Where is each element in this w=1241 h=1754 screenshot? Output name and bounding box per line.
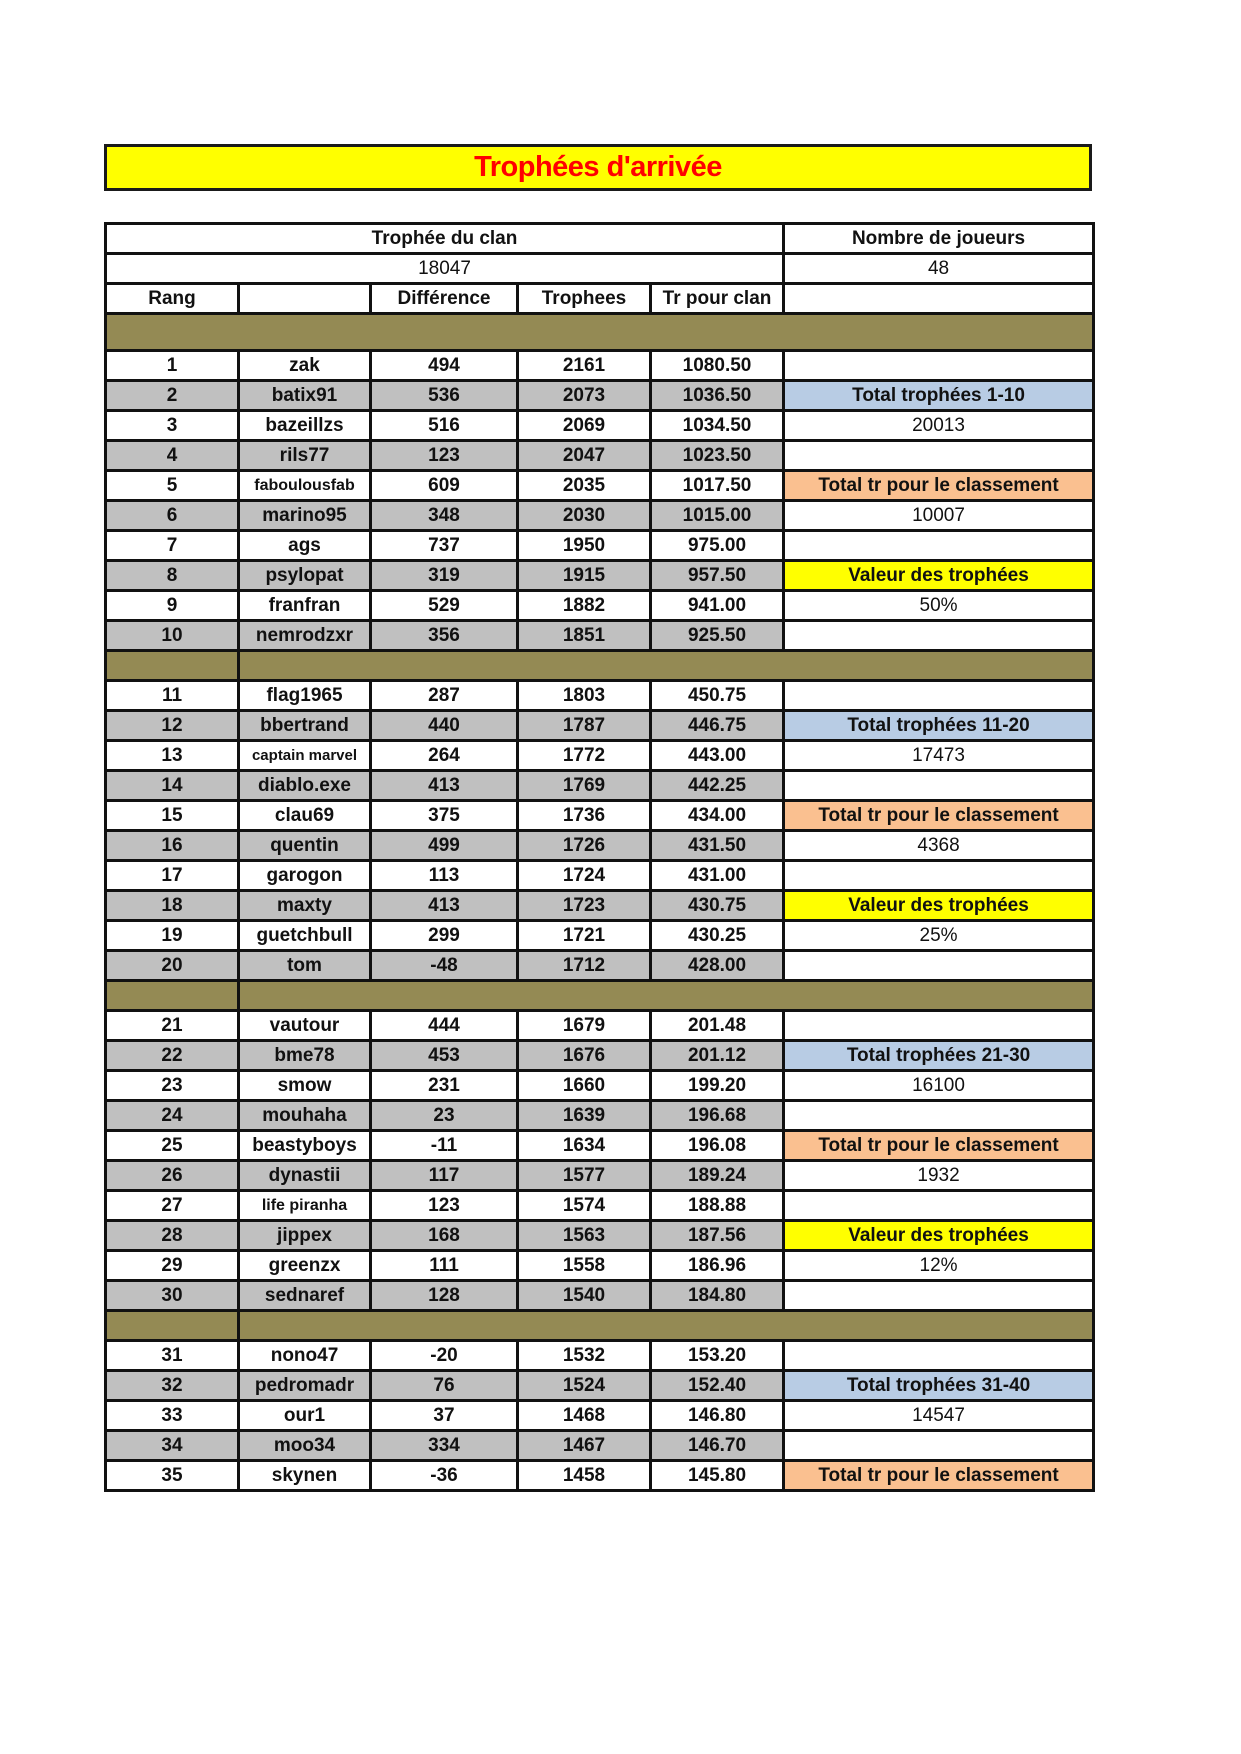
valeur-trophees-value: 25% <box>784 921 1094 951</box>
player-name-cell: nemrodzxr <box>239 621 371 651</box>
trophees-cell: 1736 <box>518 801 651 831</box>
players-label: Nombre de joueurs <box>784 224 1094 254</box>
tr-pour-clan-cell: 186.96 <box>651 1251 784 1281</box>
summary-empty-cell <box>784 1431 1094 1461</box>
trophees-cell: 1724 <box>518 861 651 891</box>
total-trophees-value: 16100 <box>784 1071 1094 1101</box>
difference-cell: -11 <box>371 1131 518 1161</box>
rang-cell: 10 <box>106 621 239 651</box>
tr-pour-clan-cell: 188.88 <box>651 1191 784 1221</box>
table-row <box>106 1011 1094 1041</box>
tr-pour-clan-cell: 428.00 <box>651 951 784 981</box>
separator-cell <box>239 651 1094 681</box>
tr-pour-clan-cell: 201.48 <box>651 1011 784 1041</box>
summary-empty-cell <box>784 351 1094 381</box>
rang-cell: 11 <box>106 681 239 711</box>
trophees-cell: 1558 <box>518 1251 651 1281</box>
difference-cell: 111 <box>371 1251 518 1281</box>
difference-cell: -20 <box>371 1341 518 1371</box>
tr-pour-clan-cell: 1034.50 <box>651 411 784 441</box>
rang-cell: 13 <box>106 741 239 771</box>
total-classement-value: 10007 <box>784 501 1094 531</box>
rang-cell: 22 <box>106 1041 239 1071</box>
tr-pour-clan-cell: 1036.50 <box>651 381 784 411</box>
trophees-cell: 1458 <box>518 1461 651 1491</box>
trophees-cell: 1540 <box>518 1281 651 1311</box>
trophees-cell: 1721 <box>518 921 651 951</box>
players-value: 48 <box>784 254 1094 284</box>
separator-cell <box>239 1311 1094 1341</box>
tr-pour-clan-cell: 1015.00 <box>651 501 784 531</box>
difference-cell: 168 <box>371 1221 518 1251</box>
tr-pour-clan-cell: 430.25 <box>651 921 784 951</box>
page-title: Trophées d'arrivée <box>474 151 722 183</box>
difference-cell: 299 <box>371 921 518 951</box>
valeur-trophees-value: 12% <box>784 1251 1094 1281</box>
header-row-values <box>106 254 1094 284</box>
player-name-cell: tom <box>239 951 371 981</box>
total-trophees-value: 20013 <box>784 411 1094 441</box>
difference-cell: 444 <box>371 1011 518 1041</box>
trophees-cell: 1915 <box>518 561 651 591</box>
player-name-cell: beastyboys <box>239 1131 371 1161</box>
summary-empty-cell <box>784 951 1094 981</box>
clan-trophy-label: Trophée du clan <box>106 224 784 254</box>
rang-cell: 12 <box>106 711 239 741</box>
trophees-cell: 2035 <box>518 471 651 501</box>
player-name-cell: quentin <box>239 831 371 861</box>
rang-cell: 35 <box>106 1461 239 1491</box>
tr-pour-clan-cell: 146.80 <box>651 1401 784 1431</box>
section-separator <box>106 314 1094 351</box>
player-name-cell: life piranha <box>239 1191 371 1221</box>
separator-cell <box>239 981 1094 1011</box>
trophees-cell: 2161 <box>518 351 651 381</box>
player-name-cell: faboulousfab <box>239 471 371 501</box>
table-row <box>106 471 1094 501</box>
column-header-difference: Différence <box>371 284 518 314</box>
player-name-cell: diablo.exe <box>239 771 371 801</box>
rang-cell: 32 <box>106 1371 239 1401</box>
rang-cell: 19 <box>106 921 239 951</box>
valeur-trophees-value: 50% <box>784 591 1094 621</box>
difference-cell: 123 <box>371 441 518 471</box>
table-row <box>106 681 1094 711</box>
player-name-cell: moo34 <box>239 1431 371 1461</box>
rang-cell: 8 <box>106 561 239 591</box>
table-row <box>106 861 1094 891</box>
tr-pour-clan-cell: 1023.50 <box>651 441 784 471</box>
section-separator <box>106 981 1094 1011</box>
tr-pour-clan-cell: 975.00 <box>651 531 784 561</box>
difference-cell: 413 <box>371 891 518 921</box>
tr-pour-clan-cell: 434.00 <box>651 801 784 831</box>
difference-cell: 348 <box>371 501 518 531</box>
column-header-trophees: Trophees <box>518 284 651 314</box>
table-row <box>106 711 1094 741</box>
trophees-cell: 1726 <box>518 831 651 861</box>
summary-empty-cell <box>784 531 1094 561</box>
trophees-cell: 1679 <box>518 1011 651 1041</box>
trophees-cell: 1851 <box>518 621 651 651</box>
rang-cell: 25 <box>106 1131 239 1161</box>
difference-cell: 76 <box>371 1371 518 1401</box>
trophees-cell: 1577 <box>518 1161 651 1191</box>
table-row <box>106 801 1094 831</box>
tr-pour-clan-cell: 196.08 <box>651 1131 784 1161</box>
table-row <box>106 1371 1094 1401</box>
table-row <box>106 771 1094 801</box>
summary-empty-cell <box>784 1191 1094 1221</box>
table-row <box>106 951 1094 981</box>
tr-pour-clan-cell: 430.75 <box>651 891 784 921</box>
difference-cell: 231 <box>371 1071 518 1101</box>
difference-cell: 264 <box>371 741 518 771</box>
total-trophees-label: Total trophées 11-20 <box>784 711 1094 741</box>
table-row <box>106 1431 1094 1461</box>
player-name-cell: zak <box>239 351 371 381</box>
difference-cell: 737 <box>371 531 518 561</box>
column-header-rang: Rang <box>106 284 239 314</box>
difference-cell: 516 <box>371 411 518 441</box>
player-name-cell: rils77 <box>239 441 371 471</box>
total-classement-label: Total tr pour le classement <box>784 801 1094 831</box>
player-name-cell: bazeillzs <box>239 411 371 441</box>
summary-empty-cell <box>784 771 1094 801</box>
table-row <box>106 741 1094 771</box>
tr-pour-clan-cell: 201.12 <box>651 1041 784 1071</box>
difference-cell: 334 <box>371 1431 518 1461</box>
table-row <box>106 831 1094 861</box>
player-name-cell: bbertrand <box>239 711 371 741</box>
tr-pour-clan-cell: 1017.50 <box>651 471 784 501</box>
player-name-cell: maxty <box>239 891 371 921</box>
player-name-cell: captain marvel <box>239 741 371 771</box>
section-separator <box>106 651 1094 681</box>
trophees-cell: 1723 <box>518 891 651 921</box>
table-row <box>106 381 1094 411</box>
difference-cell: 529 <box>371 591 518 621</box>
valeur-trophees-label: Valeur des trophées <box>784 1221 1094 1251</box>
column-header-name <box>239 284 371 314</box>
player-name-cell: skynen <box>239 1461 371 1491</box>
player-name-cell: our1 <box>239 1401 371 1431</box>
rang-cell: 17 <box>106 861 239 891</box>
player-name-cell: vautour <box>239 1011 371 1041</box>
tr-pour-clan-cell: 450.75 <box>651 681 784 711</box>
trophees-cell: 1467 <box>518 1431 651 1461</box>
trophees-cell: 2069 <box>518 411 651 441</box>
column-header-row <box>106 284 1094 314</box>
tr-pour-clan-cell: 941.00 <box>651 591 784 621</box>
trophees-cell: 1532 <box>518 1341 651 1371</box>
player-name-cell: greenzx <box>239 1251 371 1281</box>
difference-cell: 494 <box>371 351 518 381</box>
total-trophees-label: Total trophées 31-40 <box>784 1371 1094 1401</box>
table-row <box>106 1341 1094 1371</box>
separator-cell <box>106 1311 239 1341</box>
difference-cell: 319 <box>371 561 518 591</box>
player-name-cell: guetchbull <box>239 921 371 951</box>
rang-cell: 23 <box>106 1071 239 1101</box>
total-trophees-label: Total trophées 21-30 <box>784 1041 1094 1071</box>
player-name-cell: batix91 <box>239 381 371 411</box>
trophees-cell: 1950 <box>518 531 651 561</box>
rang-cell: 1 <box>106 351 239 381</box>
tr-pour-clan-cell: 1080.50 <box>651 351 784 381</box>
difference-cell: 536 <box>371 381 518 411</box>
table-row <box>106 921 1094 951</box>
column-header-tr-pour-clan: Tr pour clan <box>651 284 784 314</box>
table-row <box>106 1191 1094 1221</box>
player-name-cell: flag1965 <box>239 681 371 711</box>
summary-empty-cell <box>784 621 1094 651</box>
rang-cell: 27 <box>106 1191 239 1221</box>
tr-pour-clan-cell: 145.80 <box>651 1461 784 1491</box>
trophy-table <box>104 222 1095 1492</box>
rang-cell: 16 <box>106 831 239 861</box>
table-row <box>106 1161 1094 1191</box>
difference-cell: 128 <box>371 1281 518 1311</box>
rang-cell: 24 <box>106 1101 239 1131</box>
table-row <box>106 891 1094 921</box>
rang-cell: 3 <box>106 411 239 441</box>
rang-cell: 5 <box>106 471 239 501</box>
difference-cell: 356 <box>371 621 518 651</box>
table-row <box>106 1071 1094 1101</box>
trophees-cell: 1524 <box>518 1371 651 1401</box>
trophees-cell: 2047 <box>518 441 651 471</box>
player-name-cell: psylopat <box>239 561 371 591</box>
player-name-cell: dynastii <box>239 1161 371 1191</box>
trophees-cell: 1803 <box>518 681 651 711</box>
rang-cell: 15 <box>106 801 239 831</box>
player-name-cell: franfran <box>239 591 371 621</box>
summary-empty-cell <box>784 441 1094 471</box>
table-row <box>106 1281 1094 1311</box>
total-trophees-value: 14547 <box>784 1401 1094 1431</box>
difference-cell: 37 <box>371 1401 518 1431</box>
rang-cell: 9 <box>106 591 239 621</box>
difference-cell: -36 <box>371 1461 518 1491</box>
trophees-cell: 1660 <box>518 1071 651 1101</box>
difference-cell: 123 <box>371 1191 518 1221</box>
rang-cell: 18 <box>106 891 239 921</box>
player-name-cell: jippex <box>239 1221 371 1251</box>
difference-cell: 117 <box>371 1161 518 1191</box>
tr-pour-clan-cell: 925.50 <box>651 621 784 651</box>
tr-pour-clan-cell: 189.24 <box>651 1161 784 1191</box>
difference-cell: 23 <box>371 1101 518 1131</box>
tr-pour-clan-cell: 196.68 <box>651 1101 784 1131</box>
rang-cell: 31 <box>106 1341 239 1371</box>
tr-pour-clan-cell: 442.25 <box>651 771 784 801</box>
trophees-cell: 1634 <box>518 1131 651 1161</box>
tr-pour-clan-cell: 443.00 <box>651 741 784 771</box>
total-classement-label: Total tr pour le classement <box>784 1131 1094 1161</box>
player-name-cell: clau69 <box>239 801 371 831</box>
table-row <box>106 561 1094 591</box>
summary-empty-cell <box>784 681 1094 711</box>
total-trophees-label: Total trophées 1-10 <box>784 381 1094 411</box>
trophees-cell: 1772 <box>518 741 651 771</box>
total-classement-value: 1932 <box>784 1161 1094 1191</box>
valeur-trophees-label: Valeur des trophées <box>784 891 1094 921</box>
title-banner <box>104 144 1092 191</box>
summary-empty-cell <box>784 1101 1094 1131</box>
tr-pour-clan-cell: 431.00 <box>651 861 784 891</box>
rang-cell: 14 <box>106 771 239 801</box>
table-row <box>106 441 1094 471</box>
separator-cell <box>106 651 239 681</box>
total-trophees-value: 17473 <box>784 741 1094 771</box>
rang-cell: 4 <box>106 441 239 471</box>
player-name-cell: garogon <box>239 861 371 891</box>
table-row <box>106 531 1094 561</box>
rang-cell: 33 <box>106 1401 239 1431</box>
tr-pour-clan-cell: 957.50 <box>651 561 784 591</box>
player-name-cell: nono47 <box>239 1341 371 1371</box>
rang-cell: 34 <box>106 1431 239 1461</box>
table-row <box>106 1041 1094 1071</box>
summary-empty-cell <box>784 1341 1094 1371</box>
header-row-labels <box>106 224 1094 254</box>
clan-trophy-value: 18047 <box>106 254 784 284</box>
summary-empty-cell <box>784 1281 1094 1311</box>
trophees-cell: 1712 <box>518 951 651 981</box>
rang-cell: 29 <box>106 1251 239 1281</box>
player-name-cell: ags <box>239 531 371 561</box>
total-classement-label: Total tr pour le classement <box>784 1461 1094 1491</box>
player-name-cell: pedromadr <box>239 1371 371 1401</box>
tr-pour-clan-cell: 199.20 <box>651 1071 784 1101</box>
table-row <box>106 621 1094 651</box>
rang-cell: 26 <box>106 1161 239 1191</box>
column-header-empty <box>784 284 1094 314</box>
tr-pour-clan-cell: 146.70 <box>651 1431 784 1461</box>
total-classement-label: Total tr pour le classement <box>784 471 1094 501</box>
difference-cell: 453 <box>371 1041 518 1071</box>
trophees-cell: 1676 <box>518 1041 651 1071</box>
summary-empty-cell <box>784 861 1094 891</box>
difference-cell: 440 <box>371 711 518 741</box>
tr-pour-clan-cell: 153.20 <box>651 1341 784 1371</box>
separator-cell <box>106 981 239 1011</box>
table-row <box>106 1251 1094 1281</box>
tr-pour-clan-cell: 152.40 <box>651 1371 784 1401</box>
rang-cell: 30 <box>106 1281 239 1311</box>
valeur-trophees-label: Valeur des trophées <box>784 561 1094 591</box>
trophees-cell: 1769 <box>518 771 651 801</box>
table-row <box>106 1401 1094 1431</box>
summary-empty-cell <box>784 1011 1094 1041</box>
table-row <box>106 1101 1094 1131</box>
trophees-cell: 1468 <box>518 1401 651 1431</box>
trophees-cell: 1574 <box>518 1191 651 1221</box>
trophees-cell: 1563 <box>518 1221 651 1251</box>
separator-cell <box>106 314 1094 351</box>
difference-cell: 113 <box>371 861 518 891</box>
difference-cell: 375 <box>371 801 518 831</box>
player-name-cell: sednaref <box>239 1281 371 1311</box>
player-name-cell: smow <box>239 1071 371 1101</box>
trophees-cell: 1882 <box>518 591 651 621</box>
table-row <box>106 351 1094 381</box>
difference-cell: 499 <box>371 831 518 861</box>
total-classement-value: 4368 <box>784 831 1094 861</box>
table-row <box>106 501 1094 531</box>
difference-cell: -48 <box>371 951 518 981</box>
tr-pour-clan-cell: 184.80 <box>651 1281 784 1311</box>
player-name-cell: mouhaha <box>239 1101 371 1131</box>
table-row <box>106 411 1094 441</box>
table-row <box>106 1221 1094 1251</box>
tr-pour-clan-cell: 446.75 <box>651 711 784 741</box>
tr-pour-clan-cell: 187.56 <box>651 1221 784 1251</box>
trophees-cell: 2073 <box>518 381 651 411</box>
rang-cell: 2 <box>106 381 239 411</box>
rang-cell: 21 <box>106 1011 239 1041</box>
rang-cell: 20 <box>106 951 239 981</box>
rang-cell: 7 <box>106 531 239 561</box>
rang-cell: 6 <box>106 501 239 531</box>
difference-cell: 609 <box>371 471 518 501</box>
section-separator <box>106 1311 1094 1341</box>
difference-cell: 413 <box>371 771 518 801</box>
trophees-cell: 1639 <box>518 1101 651 1131</box>
table-row <box>106 1461 1094 1491</box>
table-row <box>106 591 1094 621</box>
player-name-cell: marino95 <box>239 501 371 531</box>
player-name-cell: bme78 <box>239 1041 371 1071</box>
rang-cell: 28 <box>106 1221 239 1251</box>
trophees-cell: 2030 <box>518 501 651 531</box>
trophees-cell: 1787 <box>518 711 651 741</box>
difference-cell: 287 <box>371 681 518 711</box>
table-row <box>106 1131 1094 1161</box>
tr-pour-clan-cell: 431.50 <box>651 831 784 861</box>
